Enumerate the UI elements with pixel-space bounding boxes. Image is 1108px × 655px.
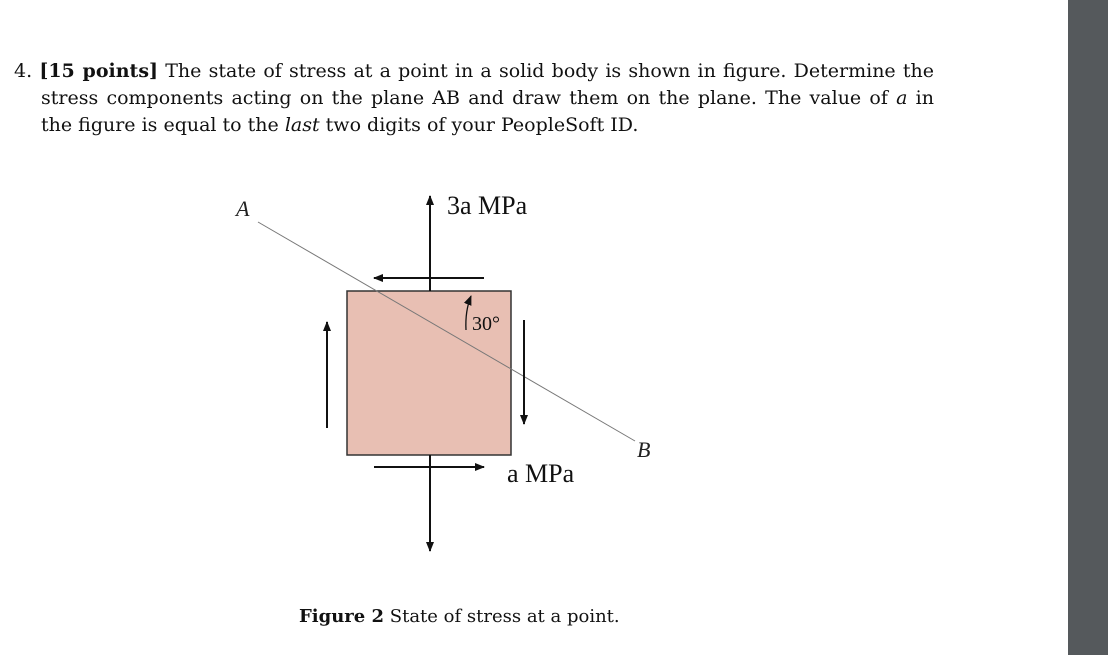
problem-text-2-end: in xyxy=(915,87,934,109)
problem-points: [15 points] xyxy=(39,60,159,82)
problem-text-3-end: two digits of your PeopleSoft ID. xyxy=(325,114,639,136)
right-stress-label: a MPa xyxy=(507,459,575,488)
variable-a: a xyxy=(896,87,908,109)
label-b: B xyxy=(637,437,651,462)
problem-text-1: The state of stress at a point in a solid body is shown in figure. Determine the xyxy=(165,60,934,82)
caption-label: Figure 2 xyxy=(299,606,385,627)
label-a: A xyxy=(236,196,250,221)
angle-label: 30° xyxy=(472,313,500,335)
emphasis-last: last xyxy=(284,114,320,136)
figure-caption xyxy=(299,606,620,627)
caption-text: State of stress at a point. xyxy=(389,606,620,627)
problem-text-2: stress components acting on the plane AB and draw them on the plane. The value of xyxy=(41,87,888,109)
scrollbar[interactable] xyxy=(1068,0,1108,655)
top-stress-label: 3a MPa xyxy=(447,191,528,220)
problem-number: 4. xyxy=(14,60,33,82)
problem-text-3: the figure is equal to the xyxy=(41,114,279,136)
